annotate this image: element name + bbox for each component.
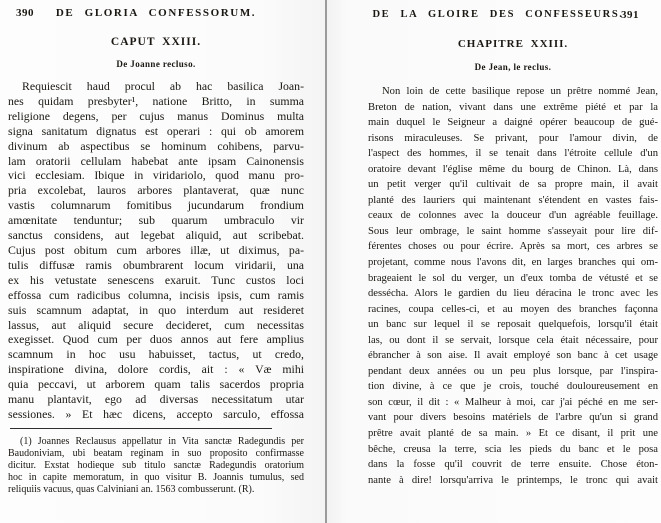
text-line: ceaux de colonnes avec la douceur d'un agréable feuillage. [368, 210, 658, 222]
text-line: sessiones. » Et hæc dicens, accepto sarculo, effossa [8, 406, 304, 421]
text-line: hoc in capite memoratum, in quo visitur B. Joannis tumulus, sed [8, 471, 304, 483]
footnote-rule [10, 428, 272, 429]
text-line: pendant deux années ou un peu plus lorsque, par l'inspira- [368, 365, 658, 377]
left-running-title: DE GLORIA CONFESSORUM. [55, 7, 257, 19]
right-page-number: 391 [621, 9, 639, 21]
text-line: manu plantavit, ego ad diversas necessitatum utar [8, 392, 304, 407]
text-line: effossa cum radicibus columna, incisis ipsis, cum ramis [8, 287, 304, 302]
text-line: Breton de nation, vivant dans une extrême piété et par la [368, 101, 658, 113]
text-line: un petit verger qu'il cultivait de sa propre main, il avait [368, 179, 658, 191]
left-footnote [8, 436, 304, 496]
text-line: dans la fosse qu'il couvrit de terre ensuite. Chose éton- [368, 459, 658, 471]
right-body-text [368, 84, 658, 488]
text-line: dicitur. Exstat hodieque sub titulo sanctæ Radegundis oratorium [8, 459, 304, 471]
text-line: férentes choses ou pour écrire. Après sa mort, ces arbres se [368, 241, 658, 253]
text-line: projetant, comme nous l'avons dit, en larges branches qui om- [368, 257, 658, 269]
text-line: (1) Joannes Reclausus appellatur in Vita sanctæ Radegundis per [20, 436, 304, 447]
text-line: sanctus considens, aut legebat aliquid, aut scribebat. [8, 228, 304, 243]
text-line: vici ecclesiam. Ibique in viridariolo, quod manu pro- [8, 168, 304, 183]
text-line: son cœur, il dit : « Malheur à moi, car j'ai péché en me ser- [368, 396, 658, 408]
text-line: vant pour divers besoins matériels de l'arbre qu'un si grand [368, 412, 658, 424]
text-line: nes quidam presbyter¹, natione Britto, in summa [8, 93, 304, 108]
text-line: quia peccavi, ut arborem quam talis sacerdos propria [8, 377, 304, 392]
text-line: brageaient le sol du verger, un d'eux tomba de vétusté et se [368, 272, 658, 284]
text-line: religione degens, per cujus manus Dominus multa [8, 108, 304, 123]
text-line: inspiratione divina, dolore cordis, ait : « Væ mihi [8, 362, 304, 377]
right-page [327, 0, 661, 523]
text-line: signa sanitatum dignatus est operari : qui ob amorem [8, 123, 304, 138]
left-body-text [8, 79, 304, 422]
text-line: las, ou dont il se servait, lorsque cela était nécessaire, pour [368, 334, 658, 346]
text-line: l'aspect des hommes, il se tenait dans l'étroite cellule d'un [368, 148, 658, 160]
text-line: Non loin de cette basilique repose un prêtre nommé Jean, [382, 86, 658, 97]
text-line: prêtre avait planté de sa main. » Et ce disant, il prit une [368, 428, 658, 440]
text-line: amœnitate tenduntur; sub quarum umbraculo vir [8, 213, 304, 228]
text-line: planté des lauriers qui maintenant s'étendent en vastes fais- [368, 194, 658, 206]
text-line: reliquiis vacuus, quas Calviniani an. 1563 combusserunt. (R). [8, 483, 255, 495]
left-page-number: 390 [16, 7, 34, 19]
text-line: lam oratorii cellulam habebat ante ipsam Cainonensis [8, 153, 304, 168]
text-line: suis scamnum adaptat, in quo interdum aut resideret [8, 302, 304, 317]
text-line: vastis columnarum fomitibus jucundarum frondium [8, 198, 304, 213]
text-line: oratoire devant l'église même du bourg de Chinon. Là, dans [368, 163, 658, 175]
text-line: risons miraculeuses. Se privant, pour l'amour divin, de [368, 132, 658, 144]
text-line: Cujus post obitum cum arbores illæ, ut diximus, pa- [8, 242, 304, 257]
text-line: racines, coupa celles-ci, et au moyen des branches façonna [368, 303, 658, 315]
text-line: dessécha. Alors le gardien du lieu déracina le tronc avec les [368, 288, 658, 300]
text-line: un banc sur lequel il se reposait quelquefois, lorsqu'il était [368, 319, 658, 331]
text-line: pria excolebat, lauros arbores plantaverat, quæ nunc [8, 183, 304, 198]
text-line: main duquel le Seigneur a daigné opérer beaucoup de gué- [368, 117, 658, 129]
text-line: ébrancher à son aise. Il avait employé son banc à cet usage [368, 350, 658, 362]
text-line: tion divine, à ce que je crois, touché douloureusement en [368, 381, 658, 393]
right-chapter-subtitle: De Jean, le reclus. [474, 62, 552, 72]
text-line: tulis diffusæ ramis obumbrarent locum viridarii, una [8, 257, 304, 272]
text-line: divinum ab aspectibus se hominum cohibens, parvu- [8, 138, 304, 153]
left-chapter-subtitle: De Joanne recluso. [116, 59, 196, 69]
text-line: exegisset. Quod cum per duos annos aut fere amplius [8, 332, 304, 347]
text-line: Sous leur ombrage, le saint homme s'asseyait pour lire dif- [368, 225, 658, 237]
left-page [0, 0, 325, 523]
right-running-title: DE LA GLOIRE DES CONFESSEURS. [372, 9, 624, 20]
text-line: ex his vetustate senescens exaruit. Tunc custos loci [8, 272, 304, 287]
text-line: bêche, creusa la terre, scia les pieds du banc et le posa [368, 443, 658, 455]
text-line: Baudoniviam, ubi beatam reginam in suo proposito confirmasse [8, 447, 304, 459]
right-chapter-heading: CHAPITRE XXIII. [457, 38, 569, 50]
text-line: lassus, aut aliquid secure decideret, cum necessitas [8, 317, 304, 332]
text-line: nante à dire! lorsqu'arriva le printemps, le tronc qui avait [368, 474, 658, 486]
text-line: Requiescit haud procul ab hac basilica Joan- [22, 79, 304, 93]
text-line: scamnum in hoc usu habuisset, tactus, ut credo, [8, 347, 304, 362]
left-chapter-heading: CAPUT XXIII. [110, 36, 202, 48]
